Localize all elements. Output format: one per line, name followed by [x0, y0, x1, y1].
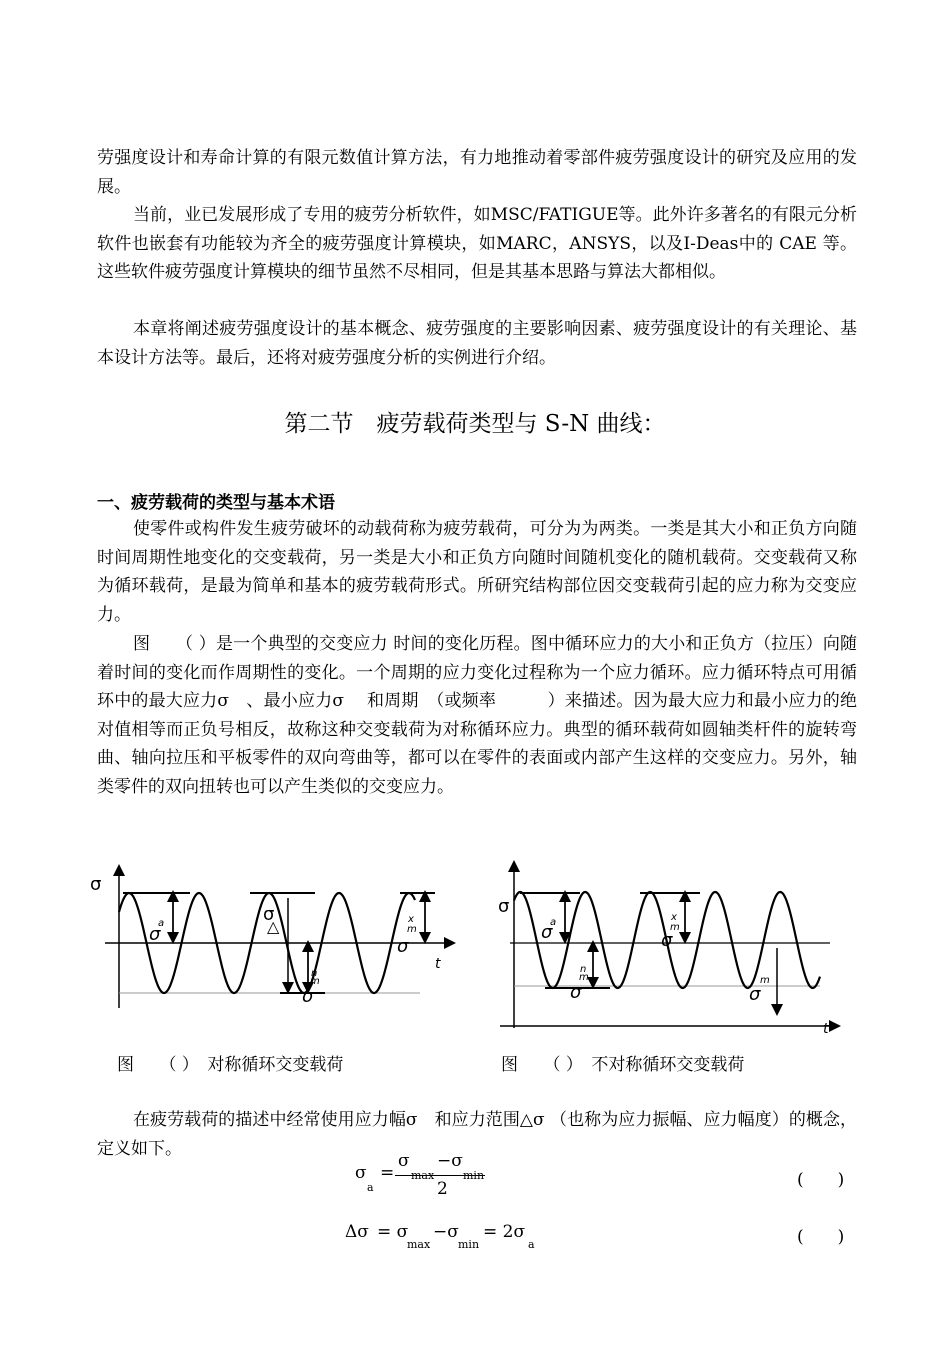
mean-sub: m [760, 975, 770, 986]
eq1-equals: = [380, 1163, 395, 1183]
paragraph-continuation: 劳强度设计和寿命计算的有限元数值计算方法，有力地推动着零部件疲劳强度设计的研究及应用的发展。 [97, 148, 857, 197]
caption-right: 图 （ ） 不对称循环交变载荷 [501, 1055, 745, 1075]
eq2-sub1: max [407, 1238, 431, 1251]
amp-sigma: σ [149, 924, 161, 945]
range-sigma: σ [263, 904, 275, 925]
min-sub1: n [311, 968, 318, 979]
eq2-number: ( ) [797, 1227, 845, 1247]
eq2-eq: = σ [377, 1222, 409, 1242]
t-axis-label: t [823, 1021, 829, 1037]
section-title: 第二节 疲劳载荷类型与 S-N 曲线： [284, 411, 666, 437]
figure-symmetric-cycle [85, 860, 465, 1050]
eq1-lhs: σ [355, 1163, 367, 1183]
caption-left: 图 （ ） 对称循环交变载荷 [117, 1055, 344, 1075]
y-axis-label: σ [498, 896, 510, 917]
y-axis-label: σ [90, 874, 102, 895]
amp-sigma: σ [541, 922, 553, 943]
eq1-lhs-sub: a [367, 1181, 374, 1194]
amp-sub: a [158, 918, 165, 929]
equation-amplitude [355, 1151, 535, 1205]
min-sigma: σ [302, 986, 314, 1007]
eq1-number: ( ) [797, 1170, 845, 1190]
paragraph-software: 当前，业已发展形成了专用的疲劳分析软件，如MSC/FATIGUE等。此外许多著名的有限元分析软件也嵌套有功能较为齐全的疲劳强度计算模块，如MARC，ANSYS，以及I-Deas中的 CAE 等。这些软件疲劳强度计算模块的细节虽然不尽相同，但是其基本思路与算法大都相似。 [97, 205, 857, 282]
max-sigma: σ [397, 936, 409, 957]
eq2-eq2: = 2σ [483, 1222, 526, 1242]
min-sub2: m [579, 972, 589, 983]
paragraph-chapter-outline: 本章将阐述疲劳强度设计的基本概念、疲劳强度的主要影响因素、疲劳强度设计的有关理论、基本设计方法等。最后，还将对疲劳强度分析的实例进行介绍。 [97, 319, 857, 368]
max-sub2: m [407, 924, 417, 935]
eq1-num-a-sub: max [411, 1169, 435, 1182]
t-axis-label: t [435, 956, 441, 972]
eq1-den: 2 [437, 1179, 448, 1199]
paragraph-amplitude-range: 在疲劳载荷的描述中经常使用应力幅σ 和应力范围△σ （也称为应力振幅、应力幅度）的概念，定义如下。 [97, 1110, 857, 1159]
figure-asymmetric-cycle [490, 858, 850, 1038]
amp-sub: a [550, 917, 557, 928]
subheading: 一、疲劳载荷的类型与基本术语 [97, 493, 335, 513]
eq1-fraction-bar [395, 1175, 485, 1176]
eq1-num-a: σ [398, 1151, 410, 1171]
max-sub1: x [408, 914, 414, 925]
eq1-num-b-sub: min [463, 1169, 485, 1182]
paragraph-alternating-stress: 图 （ ）是一个典型的交变应力 时间的变化历程。图中循环应力的大小和正负方（拉压）向随着时间的变化而作周期性的变化。一个周期的应力变化过程称为一个应力循环。应力循环特点可用循环中的最大应力σ 、最小应力σ 和周期 （或频率 ）来描述。因为最大应力和最小应力的绝对值相等而正负号相反，故称这种交变载荷为对称循环应力。典型的循环载荷如圆轴类杆件的旋转弯曲、轴向拉压和平板零件的双向弯曲等，都可以在零件的表面或内部产生这样的交变应力。另外，轴类零件的双向扭转也可以产生类似的交变应力。 [97, 634, 857, 797]
eq2-minus: −σ [433, 1222, 459, 1242]
max-sigma: σ [661, 930, 673, 951]
range-delta: △ [267, 917, 280, 936]
min-sigma: σ [570, 982, 582, 1003]
max-sub2: m [670, 922, 680, 933]
equation-range [345, 1222, 565, 1252]
min-sub2: m [310, 976, 320, 987]
eq2-sub2: min [458, 1238, 480, 1251]
max-sub1: x [671, 912, 677, 923]
arrows [173, 896, 425, 988]
eq2-sub3: a [528, 1238, 535, 1251]
min-sub1: n [580, 964, 587, 975]
eq1-minus: −σ [437, 1151, 463, 1171]
paragraph-fatigue-load-def: 使零件或构件发生疲劳破坏的动载荷称为疲劳载荷，可分为为两类。一类是其大小和正负方向随时间周期性地变化的交变载荷，另一类是大小和正负方向随时间随机变化的随机载荷。交变载荷又称为循环载荷，是最为简单和基本的疲劳载荷形式。所研究结构部位因交变载荷引起的应力称为交变应力。 [97, 519, 857, 625]
eq2-lhs: Δσ [345, 1222, 369, 1242]
mean-sigma: σ [749, 984, 761, 1005]
